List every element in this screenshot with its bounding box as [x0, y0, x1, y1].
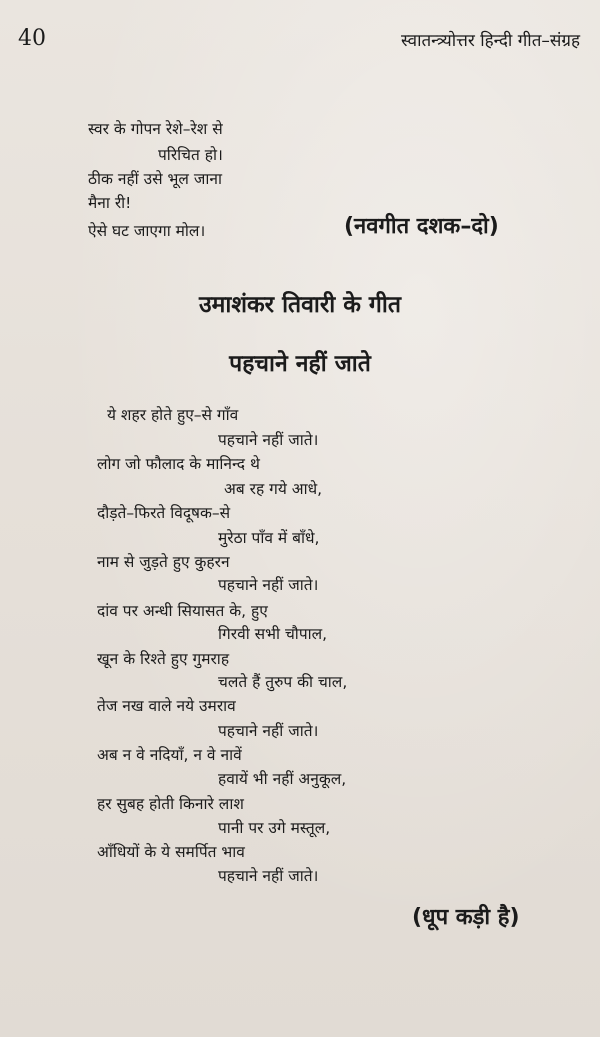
section-title: उमाशंकर तिवारी के गीत: [199, 292, 401, 318]
poem-line: लोग जो फौलाद के मानिन्द थे: [97, 455, 260, 473]
poem-line: दौड़ते–फिरते विदूषक–से: [97, 504, 231, 522]
poem-line: पहचाने नहीं जाते।: [218, 867, 319, 885]
running-head: स्वातन्त्र्योत्तर हिन्दी गीत–संग्रह: [401, 31, 580, 51]
poem-line: दांव पर अन्धी सियासत के, हुए: [97, 602, 268, 620]
poem-title: पहचाने नहीं जाते: [229, 351, 371, 377]
poem-line: चलते हैं तुरुप की चाल,: [218, 673, 348, 691]
prev-poem-line: परिचित हो।: [158, 146, 223, 164]
poem-line: अब न वे नदियाँ, न वे नावें: [97, 746, 242, 764]
page-number: 40: [18, 26, 46, 51]
poem-line: आँधियों के ये समर्पित भाव: [97, 843, 245, 861]
poem-line: पानी पर उगे मस्तूल,: [218, 819, 331, 837]
poem-line: पहचाने नहीं जाते।: [218, 431, 319, 449]
poem-line: अब रह गये आधे,: [224, 480, 323, 498]
poem-line: गिरवी सभी चौपाल,: [218, 625, 328, 643]
poem-line: पहचाने नहीं जाते।: [218, 576, 319, 594]
page-header: [18, 26, 580, 56]
prev-poem-line: ऐसे घट जाएगा मोल।: [88, 222, 206, 240]
poem-line: हवायें भी नहीं अनुकूल,: [218, 770, 347, 788]
poem-line: मुरेठा पाँव में बाँधे,: [218, 529, 320, 547]
prev-poem-line: मैना री!: [88, 194, 132, 212]
poem-source: (धूप कड़ी है): [412, 905, 520, 930]
prev-poem-source: (नवगीत दशक–दो): [344, 214, 499, 239]
poem-line: हर सुबह होती किनारे लाश: [97, 795, 244, 813]
poem-line: ये शहर होते हुए–से गाँव: [107, 406, 239, 424]
prev-poem-line: स्वर के गोपन रेशे–रेश से: [88, 120, 223, 138]
poem-line: खून के रिश्ते हुए गुमराह: [97, 650, 230, 668]
poem-line: पहचाने नहीं जाते।: [218, 722, 319, 740]
poem-line: तेज नख वाले नये उमराव: [97, 697, 236, 715]
poem-line: नाम से जुड़ते हुए कुहरन: [97, 553, 230, 571]
prev-poem-line: ठीक नहीं उसे भूल जाना: [88, 170, 222, 188]
